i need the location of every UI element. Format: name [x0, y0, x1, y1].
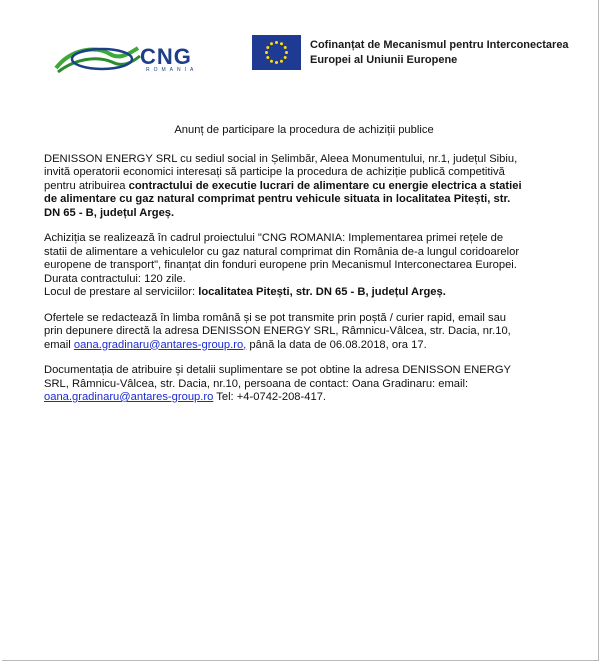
paragraph-project: [44, 232, 564, 300]
para1-line3-normal: pentru atribuirea: [44, 179, 129, 192]
contact-email-link[interactable]: oana.gradinaru@antares-group.ro: [44, 391, 214, 403]
paragraph-documentation: [44, 364, 564, 405]
para2-line4: Durata contractului: 120 zile.: [44, 272, 186, 285]
eu-cofinancing-text: [310, 38, 569, 68]
email-link[interactable]: oana.gradinaru@antares-group.ro,: [73, 338, 247, 351]
eu-text-line-1: Cofinanțat de Mecanismul pentru Interconectarea: [310, 39, 569, 51]
announcement-body: [44, 124, 564, 417]
para4-line3: [44, 391, 564, 405]
para3-email-prefix: email: [44, 338, 74, 351]
para3-line1: Ofertele se redactează în limba română și se pot transmite prin poștă / curier rapid, email sau: [44, 311, 507, 324]
cng-wordmark: CNG: [140, 44, 192, 69]
para2-line3: europene de transport", finanțat din fonduri europene prin Mecanismul Interconectarea Europei.: [44, 259, 517, 271]
para1-line4: de alimentare cu gaz natural comprimat pentru vehicule situata in localitatea Pitești, str.: [44, 193, 511, 205]
para1-line5: DN 65 - B, județul Argeș.: [44, 206, 175, 219]
para2-line2: statii de alimentare a vehiculelor cu gaz natural comprimat din România de-a lungul coridoarelor: [44, 245, 520, 258]
paragraph-contracting-authority: [44, 153, 564, 221]
para3-line3: [44, 339, 564, 353]
eu-text-line-2: Europei al Uniunii Europene: [310, 54, 458, 66]
para2-line1: Achiziția se realizează în cadrul proiectului "CNG ROMANIA: Implementarea primei rețele de: [44, 232, 504, 244]
cng-logo: [52, 42, 212, 76]
para2-line5-normal: Locul de prestare al serviciilor:: [44, 286, 199, 298]
para4-phone: Tel: +4-0742-208-417.: [213, 391, 327, 403]
eu-flag-icon: [252, 35, 301, 70]
paragraph-offers: [44, 312, 564, 353]
eu-stars-icon: [252, 35, 301, 70]
cng-subtitle: ROMANIA: [146, 67, 198, 73]
para3-deadline: până la data de 06.08.2018, ora 17.: [246, 338, 427, 351]
para4-line2: SRL, Râmnicu-Vâlcea, str. Dacia, nr.10, persoana de contact: Oana Gradinaru: email:: [44, 377, 469, 390]
announcement-title: Anunț de participare la procedura de achiziții publice: [174, 124, 434, 136]
para2-line5-bold: localitatea Pitești, str. DN 65 - B, județul Argeș.: [198, 286, 446, 298]
para2-line5: [44, 286, 564, 300]
para1-line3-bold: contractului de executie lucrari de alimentare cu energie electrica a statiei: [128, 179, 522, 192]
cng-swoosh-icon: [52, 42, 142, 76]
para1-line2: invită operatorii economici interesați să participe la procedura de achiziție publică competitivă: [44, 166, 505, 178]
para3-line2: prin depunere directă la adresa DENISSON ENERGY SRL, Râmnicu-Vâlcea, str. Dacia, nr.10,: [44, 325, 511, 337]
para1-line1: DENISSON ENERGY SRL cu sediul social in Șelimbăr, Aleea Monumentului, nr.1, județul Sibiu,: [44, 152, 518, 165]
para1-line3: [44, 180, 564, 194]
para4-line1: Documentația de atribuire și detalii suplimentare se pot obtine la adresa DENISSON ENERGY: [44, 364, 511, 376]
